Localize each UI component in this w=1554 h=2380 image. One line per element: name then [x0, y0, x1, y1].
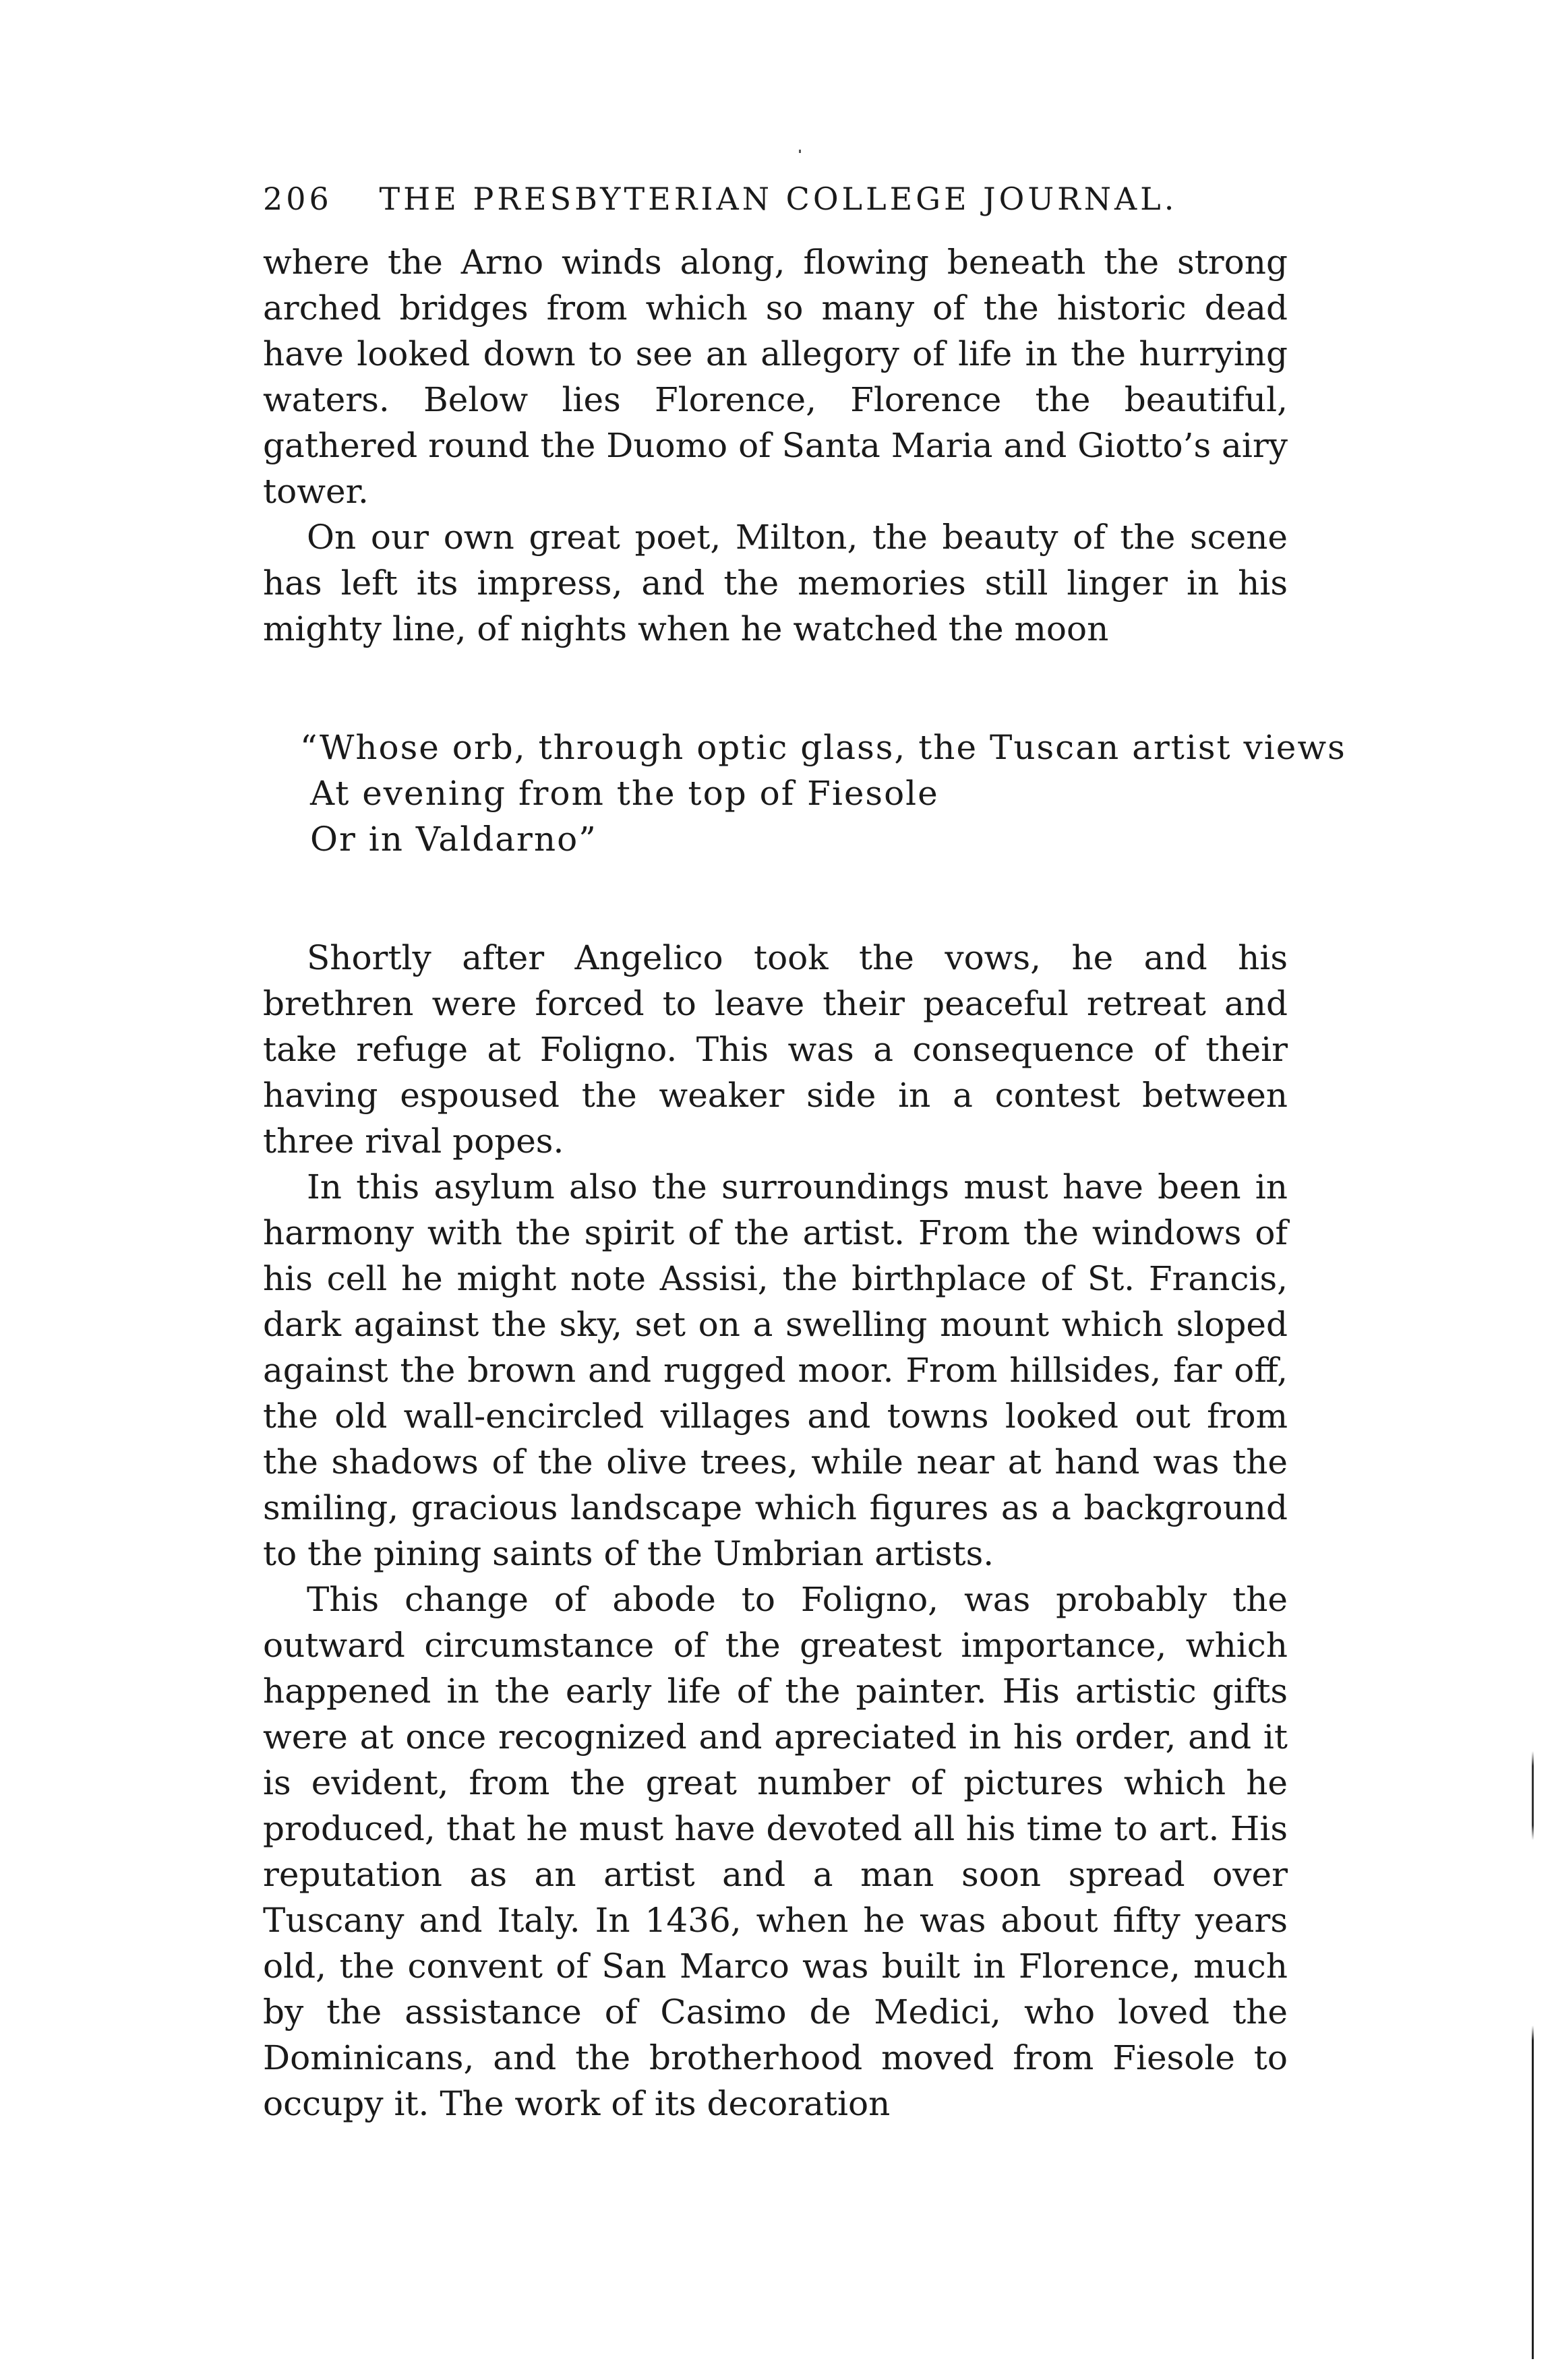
- body-text: [263, 239, 1346, 2127]
- verse-quotation: [263, 725, 1346, 862]
- paragraph-change-of-abode: This change of abode to Foligno, was probably the outward circumstance of the greatest importance, which happened in the early life of the painter. His artistic gifts were at once recognized and apreciated in his order, and it is evident, from the great number of pictures which he produced, that he must have devoted all his time to art. His reputation as an artist and a man soon spread over Tuscany and Italy. In 1436, when he was about fifty years old, the convent of San Marco was built in Florence, much by the assistance of Casimo de Medici, who loved the Dominicans, and the brotherhood moved from Fiesole to occupy it. The work of its decoration: [263, 1580, 1288, 2123]
- paragraph-foligno: Shortly after Angelico took the vows, he and his brethren were forced to leave their peaceful retreat and take refuge at Foligno. This was a consequence of their having espoused the weaker side in a contest between three rival popes.: [263, 938, 1288, 1161]
- verse-line-2: At evening from the top of Fiesole: [310, 774, 939, 813]
- journal-title: THE PRESBYTERIAN COLLEGE JOURNAL.: [379, 181, 1178, 217]
- verse-line-3: Or in Valdarno”: [310, 820, 597, 859]
- paragraph-milton: On our own great poet, Milton, the beauty of the scene has left its impress, and the memories still linger in his mighty line, of nights when he watched the moon: [263, 518, 1288, 648]
- verse-line-1: “Whose orb, through optic glass, the Tuscan artist views: [300, 728, 1346, 767]
- page-number: 206: [263, 181, 332, 217]
- paragraph-continued: where the Arno winds along, flowing beneath the strong arched bridges from which so many of the historic dead have looked down to see an allegory of life in the hurrying waters. Below lies Florence, Florence the beautiful, gathered round the Duomo of Santa Maria and Giotto’s airy tower.: [263, 243, 1288, 511]
- paragraph-asylum: In this asylum also the surroundings must have been in harmony with the spirit of the artist. From the windows of his cell he might note Assisi, the birthplace of St. Francis, dark against the sky, set on a swelling mount which sloped against the brown and rugged moor. From hillsides, far off, the old wall-encircled villages and towns looked out from the shadows of the olive trees, while near at hand was the smiling, gracious landscape which figures as a background to the pining saints of the Umbrian artists.: [263, 1167, 1288, 1573]
- running-header: [263, 181, 1288, 217]
- scan-speck: [799, 150, 801, 153]
- scan-edge-mark: [1532, 1618, 1534, 2359]
